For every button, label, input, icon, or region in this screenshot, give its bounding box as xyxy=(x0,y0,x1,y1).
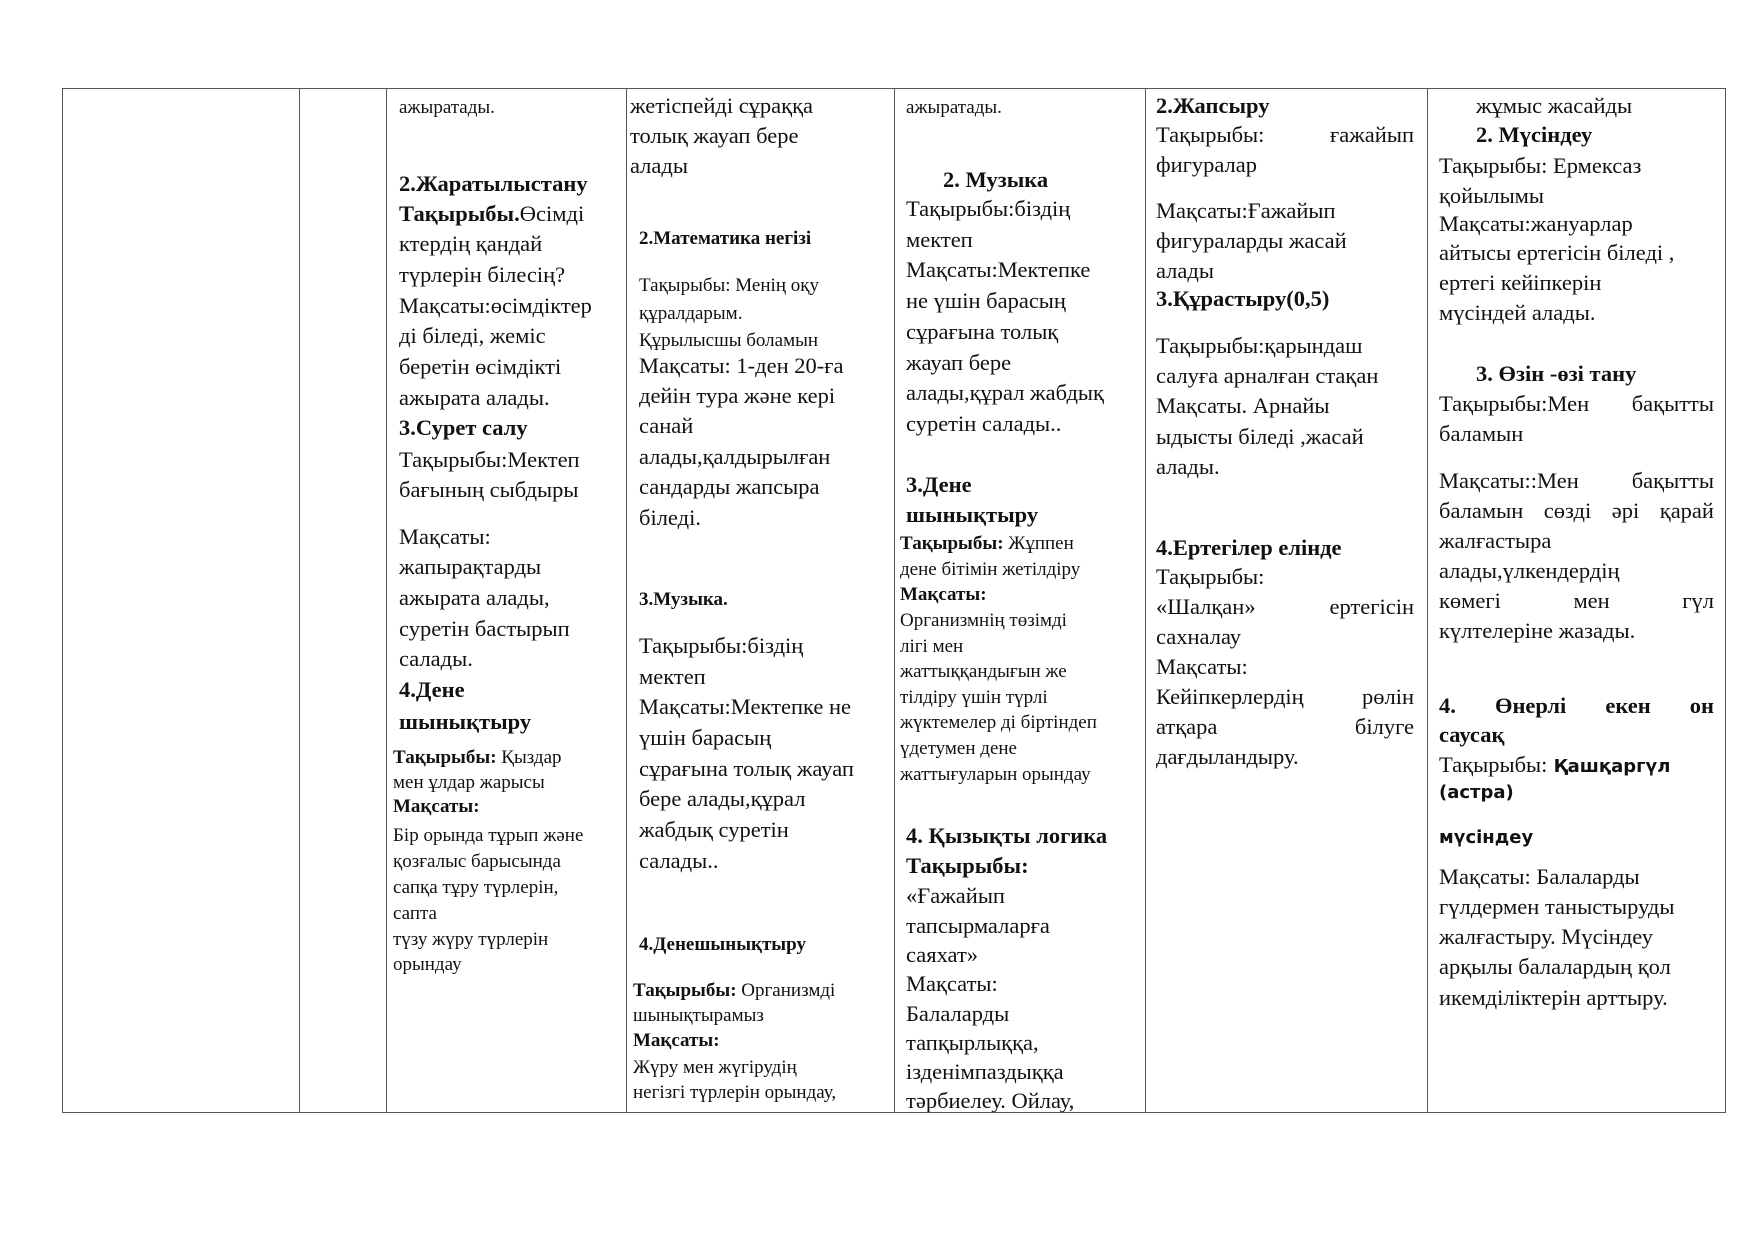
cell-text: ыдысты біледі ,жасай xyxy=(1156,424,1364,449)
cell-text: Тақырыбы:біздің xyxy=(639,633,804,658)
subject-heading: 3.Музыка. xyxy=(639,589,728,610)
subject-heading: 2.Жаратылыстану xyxy=(399,171,588,196)
cell-text: не үшін барасың xyxy=(906,288,1066,313)
cell-text: «Ғажайып xyxy=(906,883,1005,908)
cell-text: лігі мен xyxy=(900,636,964,657)
cell-text: Мақсаты: xyxy=(399,524,491,549)
subject-heading: 3. Өзін -өзі тану xyxy=(1476,361,1637,386)
cell-text: сахналау xyxy=(1156,624,1242,649)
cell-text: сұрағына толық xyxy=(906,319,1059,344)
cell-text: суретін бастырып xyxy=(399,616,570,641)
cell-text: Мақсаты:Ғажайып xyxy=(1156,198,1336,223)
subject-heading: 2. Мүсіндеу xyxy=(1476,122,1593,147)
cell-text: негізгі түрлерін орындау, xyxy=(633,1082,837,1103)
cell-text: баламын xyxy=(1439,421,1524,446)
cell-text: Тақырыбы: Менің оқу xyxy=(639,275,819,296)
cell-text: Құрылысшы боламын xyxy=(639,330,819,351)
cell-text: жаттыққандығын же xyxy=(900,661,1067,682)
cell-text: Кейіпкерлердің рөлін xyxy=(1156,684,1414,709)
subject-heading: 4.Дене xyxy=(399,677,465,702)
cell-text: жалғастыру. Мүсіндеу xyxy=(1439,924,1653,949)
cell-text: Балаларды xyxy=(906,1001,1010,1026)
cell-text: беретін өсімдікті xyxy=(399,354,562,379)
cell-text: атқара білуге xyxy=(1156,714,1414,739)
cell-text: мектеп xyxy=(906,227,973,252)
cell-text: Мақсаты:өсімдіктер xyxy=(399,293,592,318)
cell-text: бере алады,құрал xyxy=(639,786,806,811)
cell-text: Бір орында тұрып және xyxy=(393,825,584,846)
cell-text: орындау xyxy=(393,954,462,975)
cell-text: Тақырыбы:біздің xyxy=(906,196,1071,221)
subject-heading: шынықтыру xyxy=(906,502,1039,527)
cell-text: үдетумен дене xyxy=(900,738,1017,759)
subject-heading: 4. Қызықты логика xyxy=(906,823,1108,848)
table-cell-day-2 xyxy=(627,89,894,1112)
subject-heading: 4.Денешынықтыру xyxy=(639,934,806,955)
lesson-plan-table xyxy=(62,88,1726,1113)
cell-text: алады,қалдырылған xyxy=(639,444,831,469)
table-cell-empty xyxy=(63,89,299,1112)
cell-text: ажыратады. xyxy=(906,97,1002,118)
cell-text: гүлдермен таныстыруды xyxy=(1439,894,1675,919)
cell-text: ертегі кейіпкерін xyxy=(1439,270,1602,295)
cell-text: айтысы ертегісін біледі , xyxy=(1439,240,1675,265)
cell-text: біледі. xyxy=(639,505,701,530)
cell-text: салады. xyxy=(399,646,473,671)
cell-text: жұмыс жасайды xyxy=(1476,93,1633,118)
cell-text: Тақырыбы:Мектеп xyxy=(399,447,580,472)
table-cell-day-1 xyxy=(387,89,626,1112)
table-cell-day-3 xyxy=(895,89,1145,1112)
cell-text: ажыратады. xyxy=(399,97,495,118)
cell-text: (астра) xyxy=(1439,782,1514,803)
subject-heading: шынықтыру xyxy=(399,709,532,734)
cell-text: салады.. xyxy=(639,848,719,873)
cell-text: Тақырыбы: xyxy=(1156,564,1265,589)
cell-text: Тақырыбы: Организмді xyxy=(633,980,836,1001)
cell-text: Мақсаты: xyxy=(633,1030,720,1051)
cell-text: алады,үлкендердің xyxy=(1439,558,1620,583)
table-cell-day-5 xyxy=(1428,89,1726,1112)
cell-text: дене бітімін жетілдіру xyxy=(900,559,1081,580)
cell-text: жапырақтарды xyxy=(399,554,542,579)
cell-text: бағының сыбдыры xyxy=(399,477,579,502)
cell-text: Мақсаты: Балаларды xyxy=(1439,864,1640,889)
cell-text: санай xyxy=(639,413,694,438)
cell-text: Мақсаты:Мектепке xyxy=(906,257,1091,282)
cell-text: жалғастыра xyxy=(1439,528,1552,553)
cell-text: сұрағына толық жауап xyxy=(639,756,854,781)
cell-text: толық жауап бере xyxy=(630,123,799,148)
cell-text: Мақсаты: xyxy=(906,971,998,996)
cell-text: баламын сөзді әрі қарай xyxy=(1439,498,1714,523)
cell-text: мен ұлдар жарысы xyxy=(393,772,545,793)
cell-text: жаттығуларын орындау xyxy=(900,764,1091,785)
cell-text: Мақсаты: 1-ден 20-ға xyxy=(639,353,844,378)
cell-text: суретін салады.. xyxy=(906,411,1062,436)
cell-text: Жүру мен жүгірудің xyxy=(633,1057,797,1078)
cell-text: шынықтырамыз xyxy=(633,1005,764,1026)
cell-text: ажырата алады. xyxy=(399,385,550,410)
subject-heading: 4. Өнерлі екен он xyxy=(1439,693,1714,718)
cell-text: сапқа тұру түрлерін, xyxy=(393,877,559,898)
cell-text: Тақырыбы: Ермексаз xyxy=(1439,153,1642,178)
table-cell-empty xyxy=(300,89,386,1112)
cell-text: жетіспейді сұраққа xyxy=(630,93,814,118)
subject-heading: саусақ xyxy=(1439,722,1505,747)
cell-text: түрлерін білесің? xyxy=(399,262,566,287)
cell-text: сапта xyxy=(393,903,437,924)
cell-text: күлтелеріне жазады. xyxy=(1439,618,1636,643)
cell-text: Тақырыбы.Өсімді xyxy=(399,201,585,226)
subject-heading: 3.Құрастыру(0,5) xyxy=(1156,286,1330,311)
cell-text: мүсіндеу xyxy=(1439,827,1534,848)
cell-text: Тақырыбы: Жұппен xyxy=(900,533,1074,554)
subject-heading: 2. Музыка xyxy=(943,167,1049,192)
cell-text: Тақырыбы: ғажайып xyxy=(1156,122,1414,147)
subject-heading: 3.Дене xyxy=(906,472,972,497)
cell-text: Мақсаты. Арнайы xyxy=(1156,393,1330,418)
cell-text: алады xyxy=(1156,258,1214,283)
cell-text: дағдыландыру. xyxy=(1156,744,1299,769)
cell-text: мектеп xyxy=(639,664,706,689)
cell-text: Мақсаты::Мен бақытты xyxy=(1439,468,1714,493)
cell-text: алады. xyxy=(1156,454,1220,479)
cell-text: алады xyxy=(630,153,688,178)
cell-text: «Шалқан» ертегісін xyxy=(1156,594,1414,619)
cell-text: алады,құрал жабдық xyxy=(906,380,1104,405)
cell-text: тапқырлыққа, xyxy=(906,1030,1039,1055)
subject-heading: Тақырыбы: xyxy=(906,853,1029,878)
cell-text: жауап бере xyxy=(906,350,1012,375)
cell-text: жүктемелер ді біртіндеп xyxy=(900,712,1097,733)
cell-text: үшін барасың xyxy=(639,725,772,750)
cell-text: құралдарым. xyxy=(639,303,743,324)
cell-text: салуға арналған стақан xyxy=(1156,363,1379,388)
subject-heading: 4.Ертегілер елінде xyxy=(1156,535,1342,560)
cell-text: Тақырыбы:Мен бақытты xyxy=(1439,391,1714,416)
cell-text: саяхат» xyxy=(906,942,979,967)
cell-text: Мақсаты: xyxy=(393,796,480,817)
cell-text: мүсіндей алады. xyxy=(1439,300,1596,325)
cell-text: ізденімпаздыққа xyxy=(906,1059,1064,1084)
cell-text: қойылымы xyxy=(1439,183,1545,208)
cell-text: Мақсаты: xyxy=(900,584,987,605)
subject-heading: 2.Математика негізі xyxy=(639,228,812,249)
cell-text: арқылы балалардың қол xyxy=(1439,954,1671,979)
cell-text: ажырата алады, xyxy=(399,585,550,610)
cell-text: көмегі мен гүл xyxy=(1439,588,1714,613)
cell-text: дейін тура және кері xyxy=(639,383,836,408)
cell-text: Тақырыбы:қарындаш xyxy=(1156,333,1363,358)
cell-text: ктердің қандай xyxy=(399,231,543,256)
cell-text: ді біледі, жеміс xyxy=(399,323,546,348)
cell-text: жабдық суретін xyxy=(639,817,789,842)
cell-text: икемділіктерін арттыру. xyxy=(1439,985,1668,1010)
cell-text: түзу жүру түрлерін xyxy=(393,929,549,950)
cell-text: Тақырыбы: Қыздар xyxy=(393,747,562,768)
cell-text: Тақырыбы: Қашқаргүл xyxy=(1439,752,1671,777)
cell-text: қозғалыс барысында xyxy=(393,851,561,872)
table-cell-day-4 xyxy=(1146,89,1427,1112)
cell-text: Мақсаты:Мектепке не xyxy=(639,694,851,719)
cell-text: Мақсаты:жануарлар xyxy=(1439,211,1633,236)
subject-heading: 3.Сурет салу xyxy=(399,415,528,440)
cell-text: фигураларды жасай xyxy=(1156,228,1347,253)
cell-text: Организмнің төзімді xyxy=(900,610,1067,631)
cell-text: Мақсаты: xyxy=(1156,654,1248,679)
cell-text: тәрбиелеу. Ойлау, xyxy=(906,1088,1075,1112)
subject-heading: 2.Жапсыру xyxy=(1156,93,1270,118)
cell-text: тапсырмаларға xyxy=(906,913,1050,938)
cell-text: тілдіру үшін түрлі xyxy=(900,687,1048,708)
cell-text: фигуралар xyxy=(1156,152,1257,177)
cell-text: сандарды жапсыра xyxy=(639,474,820,499)
